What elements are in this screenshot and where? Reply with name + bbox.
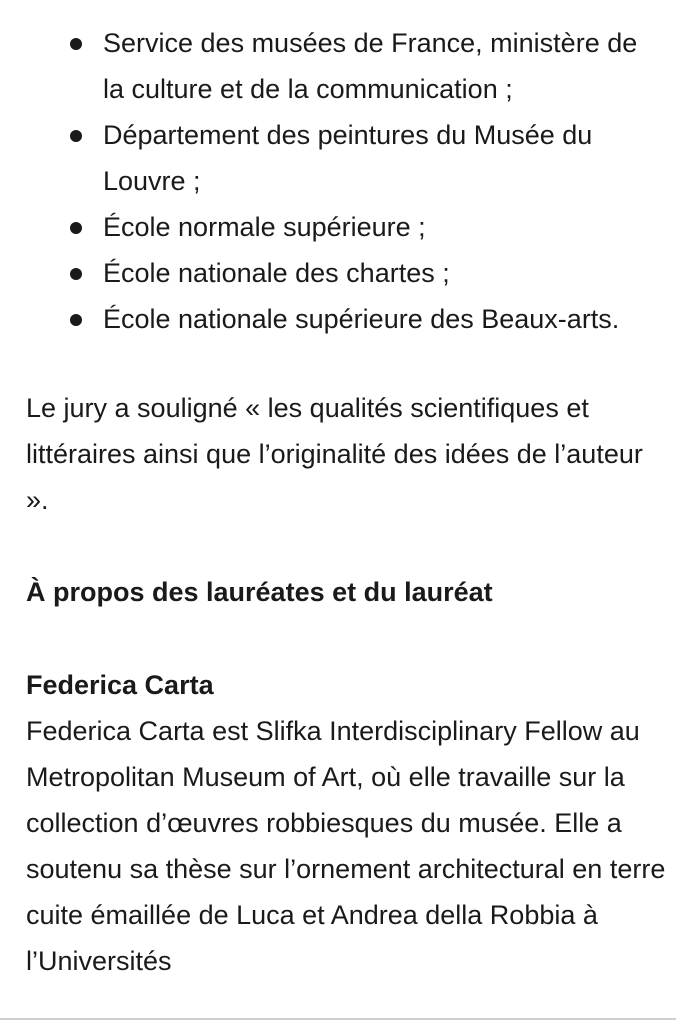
list-item [26, 20, 663, 112]
list-item-text: Service des musées de France, ministère de la culture et de la communication ; [103, 28, 638, 104]
list-item-text: École nationale supérieure des Beaux-arts. [103, 304, 620, 334]
list-item-text: École nationale des chartes ; [103, 258, 450, 288]
list-item [26, 250, 663, 296]
laureate-bio: Federica Carta est Slifka Interdisciplinary Fellow au Metropolitan Museum of Art, où elle travaille sur la collection d’œuvres robbiesques du musée. Elle a soutenu sa thèse sur l’ornement architectural en terre cuite émaillée de Luca et Andrea della Robbia à l’Universités [26, 716, 666, 976]
bullet-icon [70, 314, 82, 326]
bullet-icon [70, 130, 82, 142]
laureate-name: Federica Carta [26, 670, 214, 700]
divider [0, 1018, 676, 1020]
bullet-icon [70, 222, 82, 234]
bullet-icon [70, 268, 82, 280]
section-title: À propos des lauréates et du lauréat [26, 577, 493, 607]
bullet-icon [70, 38, 82, 50]
list-item [26, 112, 663, 204]
article-content [26, 20, 676, 984]
list-item-text: École normale supérieure ; [103, 212, 426, 242]
list-item [26, 296, 663, 342]
partner-list [26, 20, 676, 342]
list-item-text: Département des peintures du Musée du Louvre ; [103, 120, 593, 196]
list-item [26, 204, 663, 250]
jury-statement: Le jury a souligné « les qualités scientifiques et littéraires ainsi que l’originalité des idées de l’auteur ». [26, 393, 643, 515]
